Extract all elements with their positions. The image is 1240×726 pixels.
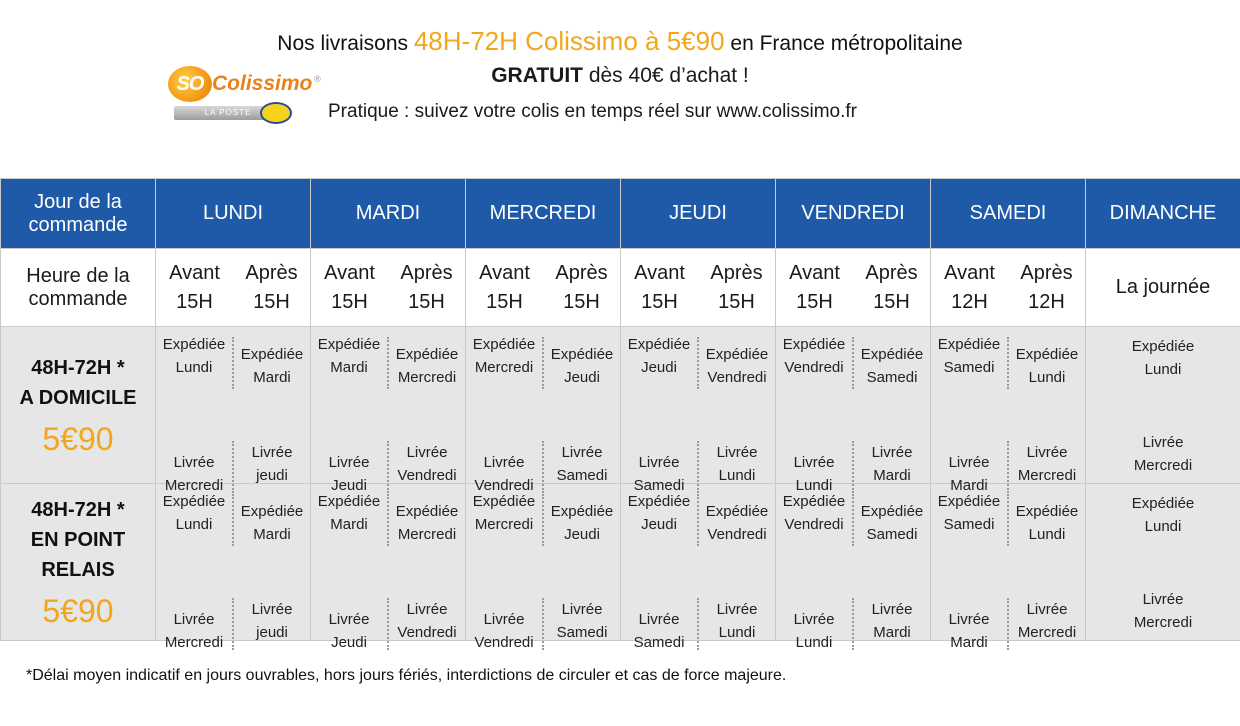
delivered-day: Mardi — [873, 467, 911, 484]
shipped-info — [466, 484, 542, 572]
hour-time: 15H — [331, 290, 368, 313]
delivery-slot — [776, 484, 931, 651]
slot-grid — [466, 327, 620, 494]
hour-time: 15H — [563, 290, 600, 313]
delivered-word: Livrée — [948, 611, 990, 628]
shipped-day: Jeudi — [641, 516, 677, 533]
shipped-info — [542, 494, 620, 546]
shipped-day: Samedi — [866, 526, 918, 543]
shipped-word: Expédiée — [162, 336, 226, 353]
delivered-day: Samedi — [556, 624, 608, 641]
hour-pair — [156, 249, 310, 326]
hour-after — [388, 249, 465, 326]
so-badge-icon: SO — [168, 66, 212, 102]
shipped-word: Expédiée — [162, 493, 226, 510]
delivered-word: Livrée — [561, 601, 603, 618]
delivered-day: Lundi — [718, 467, 756, 484]
hour-time: 15H — [486, 290, 523, 313]
shipped-word: Expédiée — [937, 493, 1001, 510]
shipped-day: Samedi — [943, 516, 995, 533]
shipped-day: Jeudi — [564, 369, 600, 386]
delivered-day: Mercredi — [1133, 614, 1193, 631]
shipped-info — [156, 484, 232, 572]
hour-time: 15H — [718, 290, 755, 313]
shipped-word: Expédiée — [472, 336, 536, 353]
shipped-info — [621, 327, 697, 415]
hour-cell — [776, 249, 931, 327]
shipped-day: Mercredi — [474, 359, 534, 376]
hour-word: Après — [555, 261, 608, 284]
shipped-word: Expédiée — [240, 346, 304, 363]
delivered-word: Livrée — [561, 444, 603, 461]
shipped-day: Jeudi — [641, 359, 677, 376]
hour-pair — [311, 249, 465, 326]
slot-grid — [156, 484, 310, 651]
hour-word: Avant — [324, 261, 375, 284]
banner-line-2: GRATUIT dès 40€ d’achat ! — [491, 64, 749, 87]
shipped-info — [1007, 494, 1085, 546]
hour-cell — [156, 249, 311, 327]
slot-grid — [621, 327, 775, 494]
shipped-word: Expédiée — [937, 336, 1001, 353]
logo-name: Colissimo — [212, 72, 313, 95]
delivered-day: Mercredi — [164, 634, 224, 651]
shipped-segment — [466, 327, 620, 415]
shipped-segment — [311, 484, 465, 572]
delivery-slot — [931, 484, 1086, 651]
la-poste-bar: LA POSTE — [174, 106, 282, 120]
order-day-label-line: Jour de la — [34, 190, 122, 213]
hour-after — [698, 249, 775, 326]
day-header-row — [1, 179, 1240, 249]
banner-line-1: Nos livraisons 48H-72H Colissimo à 5€90 en France métropolitaine — [277, 26, 963, 56]
shipped-info — [232, 337, 310, 389]
hour-cell — [311, 249, 466, 327]
shipped-day: Lundi — [175, 359, 213, 376]
slot-grid — [466, 484, 620, 651]
delivered-day: Vendredi — [474, 634, 534, 651]
delivered-segment — [776, 572, 930, 660]
hour-word: Avant — [479, 261, 530, 284]
hour-before — [621, 249, 698, 326]
delivered-day: Vendredi — [397, 624, 457, 641]
delivery-slot — [311, 484, 466, 651]
shipped-word: Expédiée — [1131, 495, 1195, 512]
day-samedi: SAMEDI — [931, 179, 1086, 249]
shipped-day: Lundi — [1028, 369, 1066, 386]
delivered-day: Vendredi — [397, 467, 457, 484]
shipped-info — [387, 494, 465, 546]
delivered-word: Livrée — [638, 611, 680, 628]
order-day-label — [1, 179, 156, 249]
delivered-word: Livrée — [716, 601, 758, 618]
hour-before — [776, 249, 853, 326]
shipped-day: Mercredi — [397, 526, 457, 543]
hour-word: Avant — [944, 261, 995, 284]
delivered-day: Mercredi — [164, 477, 224, 494]
delivery-slot — [156, 484, 311, 651]
hour-pair — [621, 249, 775, 326]
delivery-slot — [621, 484, 776, 651]
delivered-word: Livrée — [483, 611, 525, 628]
hour-word: Après — [245, 261, 298, 284]
delivery-slot — [466, 327, 621, 494]
delivered-info — [466, 572, 542, 660]
shipped-segment — [776, 327, 930, 415]
service-price: 5€90 — [42, 592, 114, 629]
delivered-word: Livrée — [1026, 601, 1068, 618]
service-label — [1, 484, 156, 641]
hour-before — [931, 249, 1008, 326]
delivered-info — [1086, 563, 1240, 640]
delivered-word: Livrée — [871, 444, 913, 461]
shipped-day: Mercredi — [474, 516, 534, 533]
delivered-word: Livrée — [871, 601, 913, 618]
hour-word: Après — [400, 261, 453, 284]
sunday-slot-grid — [1086, 327, 1240, 483]
service-label-line: 48H-72H * — [31, 498, 125, 521]
order-hour-label — [1, 249, 156, 327]
slot-grid — [156, 327, 310, 494]
shipped-segment — [156, 327, 310, 415]
delivered-segment — [466, 572, 620, 660]
day-vendredi: VENDREDI — [776, 179, 931, 249]
delivered-word: Livrée — [328, 454, 370, 471]
registered-mark: ® — [314, 74, 321, 84]
hour-time: 15H — [796, 290, 833, 313]
service-label-line: RELAIS — [41, 558, 115, 581]
hour-cell — [621, 249, 776, 327]
service-label-line: A DOMICILE — [19, 386, 137, 409]
day-dimanche: DIMANCHE — [1086, 179, 1240, 249]
shipped-word: Expédiée — [782, 493, 846, 510]
delivered-info — [311, 572, 387, 660]
delivered-day: Lundi — [718, 624, 756, 641]
shipped-info — [466, 327, 542, 415]
delivered-segment — [311, 572, 465, 660]
delivered-word: Livrée — [948, 454, 990, 471]
delivered-day: Mercredi — [1133, 457, 1193, 474]
delivered-day: Mardi — [950, 634, 988, 651]
hour-cell — [466, 249, 621, 327]
relay-point-row — [1, 484, 1240, 641]
shipped-segment — [621, 327, 775, 415]
delivered-day: Samedi — [633, 477, 685, 494]
hour-time: 15H — [253, 290, 290, 313]
shipped-word: Expédiée — [1015, 346, 1079, 363]
slot-grid — [776, 484, 930, 651]
shipped-info — [852, 494, 930, 546]
shipped-info — [931, 327, 1007, 415]
delivered-day: Samedi — [556, 467, 608, 484]
slot-grid — [931, 327, 1085, 494]
header-banner — [0, 0, 1240, 175]
day-mardi: MARDI — [311, 179, 466, 249]
shipped-day: Vendredi — [707, 526, 767, 543]
delivered-day: Mardi — [950, 477, 988, 494]
day-jeudi: JEUDI — [621, 179, 776, 249]
shipped-word: Expédiée — [550, 503, 614, 520]
delivered-day: Samedi — [633, 634, 685, 651]
shipped-day: Mardi — [330, 359, 368, 376]
shipped-word: Expédiée — [705, 346, 769, 363]
hour-pair — [931, 249, 1085, 326]
service-label — [1, 327, 156, 484]
hour-before — [311, 249, 388, 326]
delivered-day: jeudi — [256, 624, 288, 641]
delivered-day: Mercredi — [1017, 624, 1077, 641]
shipped-word: Expédiée — [1131, 338, 1195, 355]
slot-grid — [776, 327, 930, 494]
shipped-info — [697, 337, 775, 389]
delivered-word: Livrée — [406, 444, 448, 461]
delivery-slot — [156, 327, 311, 494]
delivered-word: Livrée — [251, 444, 293, 461]
shipped-word: Expédiée — [317, 493, 381, 510]
hour-pair — [466, 249, 620, 326]
banner-highlight: 48H-72H Colissimo à 5€90 — [413, 26, 725, 56]
shipped-info — [1086, 327, 1240, 406]
shipped-info — [776, 484, 852, 572]
shipped-word: Expédiée — [1015, 503, 1079, 520]
shipped-day: Mercredi — [397, 369, 457, 386]
shipped-word: Expédiée — [782, 336, 846, 353]
delivered-info — [232, 598, 310, 650]
hour-row — [1, 249, 1240, 327]
delivery-slot — [466, 484, 621, 651]
shipped-info — [697, 494, 775, 546]
hour-time: 15H — [641, 290, 678, 313]
shipped-day: Lundi — [1144, 518, 1182, 535]
delivered-info — [621, 572, 697, 660]
hour-after — [853, 249, 930, 326]
shipped-segment — [621, 484, 775, 572]
delivered-day: Mercredi — [1017, 467, 1077, 484]
slot-grid — [621, 484, 775, 651]
day-mercredi: MERCREDI — [466, 179, 621, 249]
shipped-day: Mardi — [253, 369, 291, 386]
delivery-schedule-table — [0, 178, 1240, 651]
shipped-word: Expédiée — [317, 336, 381, 353]
shipped-day: Vendredi — [784, 359, 844, 376]
delivered-word: Livrée — [716, 444, 758, 461]
shipped-info — [1086, 484, 1240, 563]
delivery-slot — [311, 327, 466, 494]
delivered-info — [387, 598, 465, 650]
shipped-info — [156, 327, 232, 415]
delivered-word: Livrée — [1026, 444, 1068, 461]
shipped-info — [311, 327, 387, 415]
hour-word: Après — [710, 261, 763, 284]
shipped-segment — [311, 327, 465, 415]
delivered-info — [1007, 598, 1085, 650]
delivered-day: Jeudi — [331, 634, 367, 651]
shipped-word: Expédiée — [627, 336, 691, 353]
shipped-day: Lundi — [175, 516, 213, 533]
hour-time: 15H — [408, 290, 445, 313]
delivered-word: Livrée — [793, 611, 835, 628]
colissimo-logo — [168, 64, 328, 130]
slot-grid — [931, 484, 1085, 651]
delivered-word: Livrée — [173, 611, 215, 628]
hour-word: Après — [865, 261, 918, 284]
shipped-segment — [931, 484, 1085, 572]
hour-time: 12H — [951, 290, 988, 313]
day-lundi: LUNDI — [156, 179, 311, 249]
service-price: 5€90 — [42, 420, 114, 457]
shipped-segment — [466, 484, 620, 572]
shipped-word: Expédiée — [240, 503, 304, 520]
hour-pair — [776, 249, 930, 326]
shipped-info — [621, 484, 697, 572]
delivered-segment — [621, 572, 775, 660]
delivered-info — [697, 598, 775, 650]
hour-time: 15H — [176, 290, 213, 313]
free-label: GRATUIT — [491, 64, 583, 87]
shipped-segment — [931, 327, 1085, 415]
shipped-info — [387, 337, 465, 389]
slot-grid — [311, 484, 465, 651]
sunday-slot-grid — [1086, 484, 1240, 640]
shipped-word: Expédiée — [472, 493, 536, 510]
sunday-hour: La journée — [1086, 249, 1240, 327]
home-delivery-row — [1, 327, 1240, 484]
delivered-info — [852, 598, 930, 650]
hour-after — [233, 249, 310, 326]
shipped-info — [776, 327, 852, 415]
hour-before — [156, 249, 233, 326]
delivered-word: Livrée — [1142, 434, 1184, 451]
shipped-word: Expédiée — [705, 503, 769, 520]
delivered-day: jeudi — [256, 467, 288, 484]
service-label-line: 48H-72H * — [31, 356, 125, 379]
delivery-slot — [621, 327, 776, 494]
shipped-word: Expédiée — [860, 346, 924, 363]
delivery-slot — [776, 327, 931, 494]
shipped-info — [852, 337, 930, 389]
shipped-info — [1007, 337, 1085, 389]
delivered-day: Jeudi — [331, 477, 367, 494]
shipped-info — [232, 494, 310, 546]
order-hour-label-line: commande — [28, 287, 128, 310]
delivered-word: Livrée — [1142, 591, 1184, 608]
shipped-day: Lundi — [1028, 526, 1066, 543]
hour-after — [543, 249, 620, 326]
shipped-info — [542, 337, 620, 389]
shipped-day: Vendredi — [784, 516, 844, 533]
delivered-word: Livrée — [328, 611, 370, 628]
shipped-segment — [776, 484, 930, 572]
slot-grid — [311, 327, 465, 494]
shipped-day: Lundi — [1144, 361, 1182, 378]
delivered-day: Mardi — [873, 624, 911, 641]
delivered-word: Livrée — [638, 454, 680, 471]
hour-word: Avant — [634, 261, 685, 284]
delivered-day: Lundi — [795, 477, 833, 494]
shipped-day: Samedi — [943, 359, 995, 376]
footnote: *Délai moyen indicatif en jours ouvrables, hors jours fériés, interdictions de circuler et cas de force majeure. — [26, 667, 787, 684]
delivered-word: Livrée — [793, 454, 835, 471]
shipped-day: Samedi — [866, 369, 918, 386]
hour-time: 15H — [873, 290, 910, 313]
delivered-segment — [931, 572, 1085, 660]
la-poste-icon — [260, 102, 292, 124]
shipped-info — [931, 484, 1007, 572]
delivery-slot — [931, 327, 1086, 494]
shipped-word: Expédiée — [395, 503, 459, 520]
delivered-day: Lundi — [795, 634, 833, 651]
hour-before — [466, 249, 543, 326]
service-label-line: EN POINT — [30, 528, 126, 551]
hour-word: Après — [1020, 261, 1073, 284]
delivered-word: Livrée — [173, 454, 215, 471]
delivered-segment — [156, 572, 310, 660]
sunday-slot — [1086, 327, 1240, 484]
delivered-info — [776, 572, 852, 660]
delivered-day: Vendredi — [474, 477, 534, 494]
shipped-day: Mardi — [253, 526, 291, 543]
hour-time: 12H — [1028, 290, 1065, 313]
shipped-info — [311, 484, 387, 572]
delivered-word: Livrée — [483, 454, 525, 471]
shipped-day: Vendredi — [707, 369, 767, 386]
shipped-word: Expédiée — [860, 503, 924, 520]
delivered-info — [931, 572, 1007, 660]
shipped-word: Expédiée — [395, 346, 459, 363]
hour-word: Avant — [169, 261, 220, 284]
hour-word: Avant — [789, 261, 840, 284]
delivered-info — [1086, 406, 1240, 483]
delivered-info — [156, 572, 232, 660]
shipped-day: Jeudi — [564, 526, 600, 543]
shipped-word: Expédiée — [627, 493, 691, 510]
delivered-info — [542, 598, 620, 650]
hour-after — [1008, 249, 1085, 326]
order-day-label-line: commande — [28, 213, 128, 236]
shipped-segment — [156, 484, 310, 572]
shipped-day: Mardi — [330, 516, 368, 533]
hour-cell — [931, 249, 1086, 327]
delivered-word: Livrée — [406, 601, 448, 618]
shipped-word: Expédiée — [550, 346, 614, 363]
delivered-word: Livrée — [251, 601, 293, 618]
banner-line-3: Pratique : suivez votre colis en temps réel sur www.colissimo.fr — [328, 101, 858, 122]
order-hour-label-line: Heure de la — [26, 264, 130, 287]
sunday-slot — [1086, 484, 1240, 641]
